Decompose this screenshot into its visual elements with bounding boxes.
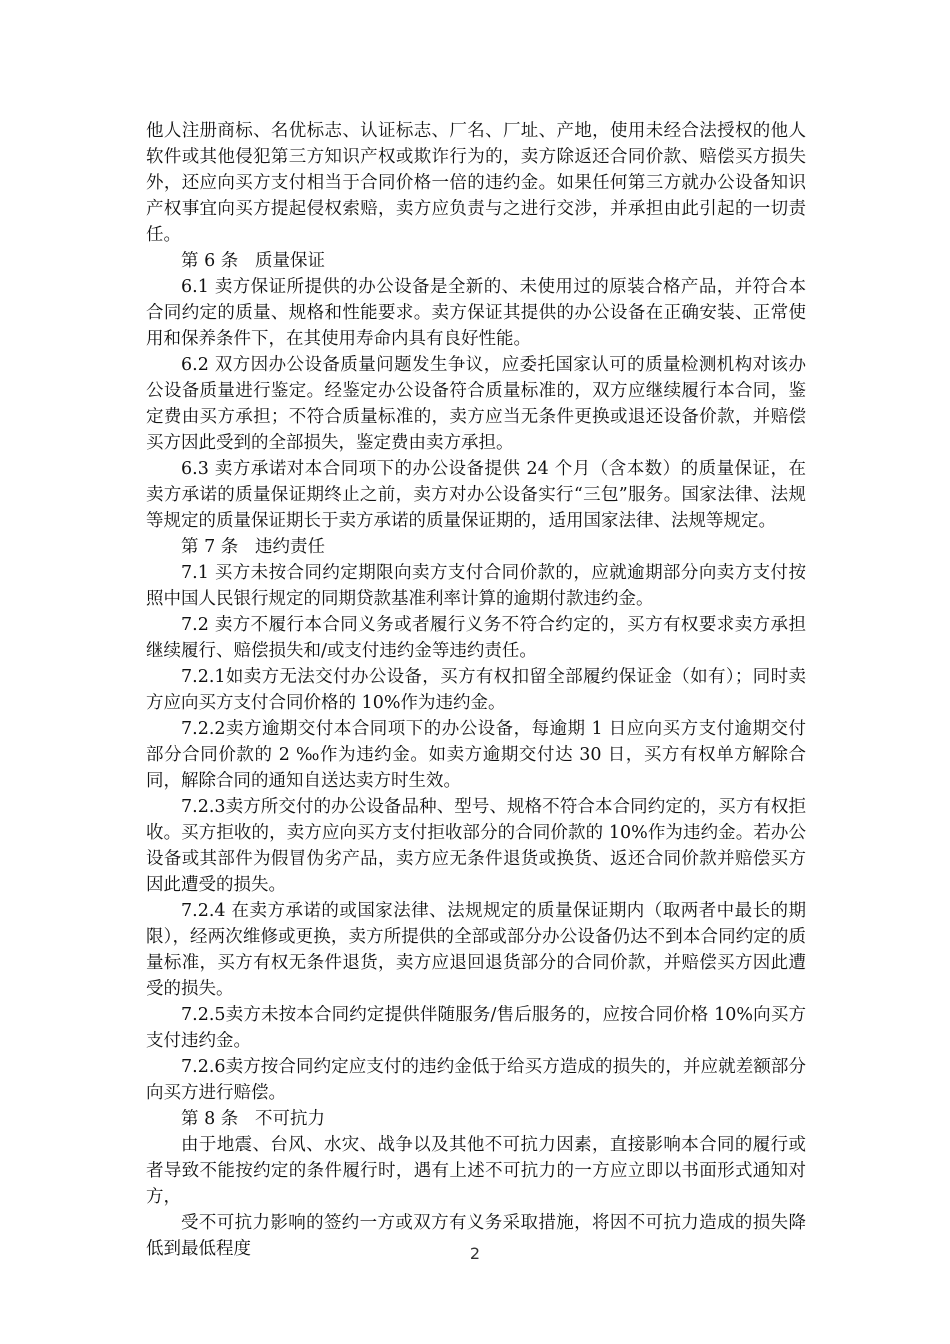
page-number: 2 bbox=[469, 1244, 481, 1263]
paragraph-6-1: 6.1 卖方保证所提供的办公设备是全新的、未使用过的原装合格产品，并符合本合同约定的质量、规格和性能要求。卖方保证其提供的办公设备在正确安装、正常使用和保养条件下，在其使用寿命内具有良好性能。 bbox=[146, 277, 806, 349]
paragraph-7-2-2: 7.2.2卖方逾期交付本合同项下的办公设备，每逾期 1 日应向买方支付逾期交付部分合同价款的 2 ‰作为违约金。如卖方逾期交付达 30 日，买方有权单方解除合同，解除合同的通知自送达卖方时生效。 bbox=[146, 719, 806, 791]
document-body bbox=[146, 118, 806, 1262]
paragraph-7-2-3: 7.2.3卖方所交付的办公设备品种、型号、规格不符合本合同约定的，买方有权拒收。买方拒收的，卖方应向买方支付拒收部分的合同价款的 10%作为违约金。若办公设备或其部件为假冒伪劣产品，卖方应无条件退货或换货、返还合同价款并赔偿买方因此遭受的损失。 bbox=[146, 797, 806, 895]
section-heading-8: 第 8 条 不可抗力 bbox=[181, 1109, 325, 1129]
paragraph-7-1: 7.1 买方未按合同约定期限向卖方支付合同价款的，应就逾期部分向卖方支付按照中国人民银行规定的同期贷款基准利率计算的逾期付款违约金。 bbox=[146, 563, 806, 609]
paragraph-ip-infringement: 他人注册商标、名优标志、认证标志、厂名、厂址、产地，使用未经合法授权的他人软件或其他侵犯第三方知识产权或欺诈行为的，卖方除返还合同价款、赔偿买方损失外，还应向买方支付相当于合同价格一倍的违约金。如果任何第三方就办公设备知识产权事宜向买方提起侵权索赔，卖方应负责与之进行交涉，并承担由此引起的一切责任。 bbox=[146, 121, 806, 245]
paragraph-7-2-5: 7.2.5卖方未按本合同约定提供伴随服务/售后服务的，应按合同价格 10%向买方支付违约金。 bbox=[146, 1005, 806, 1051]
paragraph-force-majeure-2: 受不可抗力影响的签约一方或双方有义务采取措施，将因不可抗力造成的损失降低到最低程度 bbox=[146, 1213, 806, 1259]
paragraph-force-majeure-1: 由于地震、台风、水灾、战争以及其他不可抗力因素，直接影响本合同的履行或者导致不能按约定的条件履行时，遇有上述不可抗力的一方应立即以书面形式通知对方， bbox=[146, 1135, 806, 1207]
paragraph-7-2: 7.2 卖方不履行本合同义务或者履行义务不符合约定的，买方有权要求卖方承担继续履行、赔偿损失和/或支付违约金等违约责任。 bbox=[146, 615, 806, 661]
paragraph-6-2: 6.2 双方因办公设备质量问题发生争议，应委托国家认可的质量检测机构对该办公设备质量进行鉴定。经鉴定办公设备符合质量标准的，双方应继续履行本合同，鉴定费由买方承担；不符合质量标准的，卖方应当无条件更换或退还设备价款，并赔偿买方因此受到的全部损失，鉴定费由卖方承担。 bbox=[146, 355, 806, 453]
paragraph-7-2-4: 7.2.4 在卖方承诺的或国家法律、法规规定的质量保证期内（取两者中最长的期限），经两次维修或更换，卖方所提供的全部或部分办公设备仍达不到本合同约定的质量标准，买方有权无条件退货，卖方应退回退货部分的合同价款，并赔偿买方因此遭受的损失。 bbox=[146, 901, 806, 999]
section-heading-7: 第 7 条 违约责任 bbox=[181, 537, 325, 557]
paragraph-6-3: 6.3 卖方承诺对本合同项下的办公设备提供 24 个月（含本数）的质量保证，在卖方承诺的质量保证期终止之前，卖方对办公设备实行“三包”服务。国家法律、法规等规定的质量保证期长于卖方承诺的质量保证期的，适用国家法律、法规等规定。 bbox=[146, 459, 806, 531]
section-heading-6: 第 6 条 质量保证 bbox=[181, 251, 325, 271]
paragraph-7-2-1: 7.2.1如卖方无法交付办公设备，买方有权扣留全部履约保证金（如有）；同时卖方应向买方支付合同价格的 10%作为违约金。 bbox=[146, 667, 806, 713]
paragraph-7-2-6: 7.2.6卖方按合同约定应支付的违约金低于给买方造成的损失的，并应就差额部分向买方进行赔偿。 bbox=[146, 1057, 806, 1103]
